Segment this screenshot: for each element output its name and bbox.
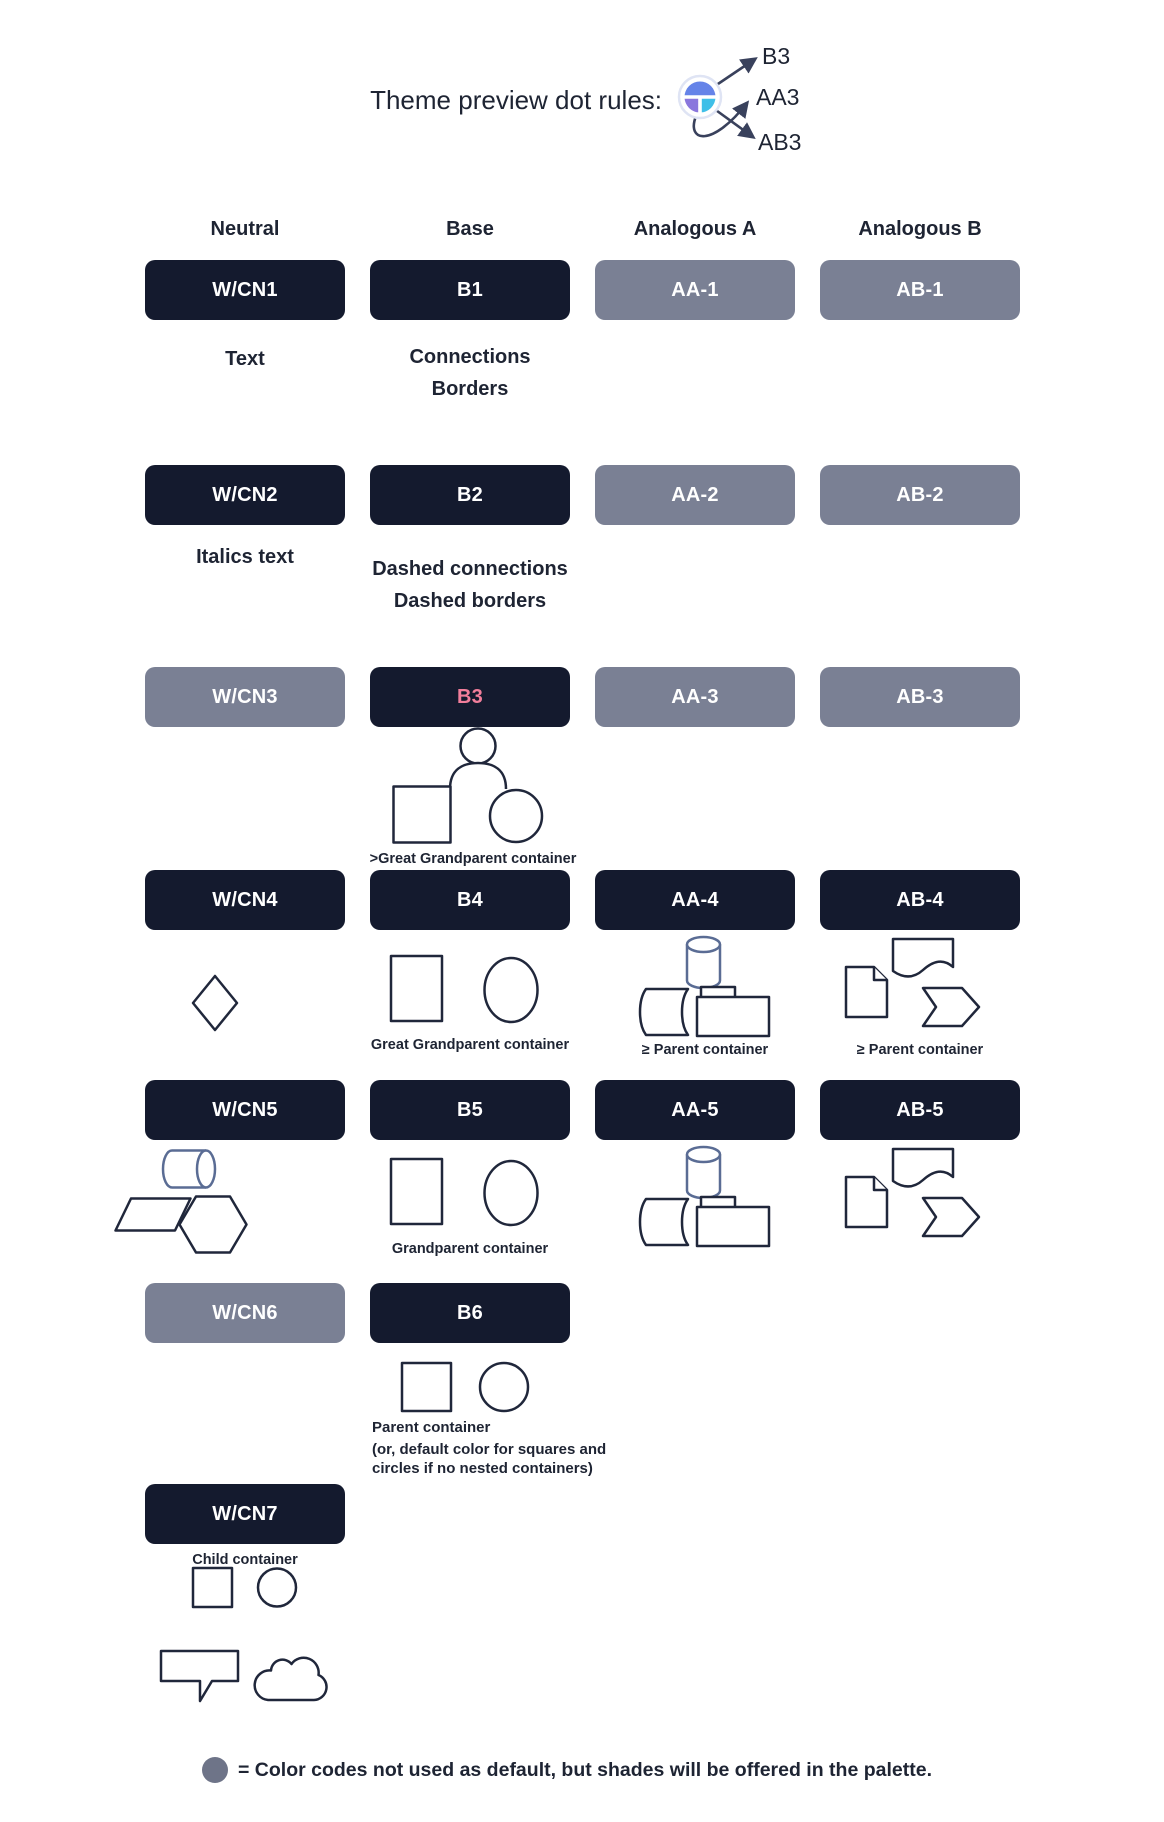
- dot-target-aa3: AA3: [756, 84, 800, 110]
- cylinder-top: [687, 1147, 720, 1162]
- speech-bubble-shape: [161, 1651, 238, 1701]
- annotation-borders: Borders: [431, 378, 509, 400]
- annotation-parent-note-1: (or, default color for squares and: [372, 1441, 607, 1458]
- r7-pair-shape-group: [191, 1566, 301, 1610]
- annotation-italics-text: Italics text: [196, 546, 294, 568]
- ellipse-shape: [485, 1161, 538, 1225]
- chevron-shape: [923, 988, 979, 1026]
- page-title: Theme preview dot rules:: [370, 85, 662, 115]
- swatch-wcn2: W/CN2: [145, 465, 345, 525]
- stored-data-shape: [640, 989, 688, 1035]
- circle-shape: [258, 1569, 296, 1607]
- swatch-aa4: AA-4: [595, 870, 795, 930]
- annotation-parent-note-2: circles if no nested containers): [372, 1460, 593, 1477]
- swatch-ab2: AB-2: [820, 465, 1020, 525]
- column-header-analogous-b: Analogous B: [858, 218, 982, 240]
- column-header-neutral: Neutral: [210, 218, 280, 240]
- circle-shape: [480, 1363, 528, 1411]
- rectangle-shape: [391, 1159, 442, 1224]
- swatch-wcn5: W/CN5: [145, 1080, 345, 1140]
- annotation-child-container: Child container: [192, 1552, 298, 1568]
- diamond-shape: [191, 974, 239, 1032]
- annotation-dashed-connections: Dashed connections: [372, 558, 568, 580]
- folder-shape: [697, 1207, 769, 1246]
- wave-document-shape: [893, 1149, 953, 1187]
- r4-aa-shape-group: [633, 935, 773, 1039]
- swatch-b1: B1: [370, 260, 570, 320]
- circle-shape: [490, 790, 542, 842]
- r5-aa-shape-group: [633, 1145, 773, 1249]
- square-shape: [394, 787, 451, 843]
- r7-misc-shape-group: [158, 1648, 338, 1704]
- swatch-wcn1: W/CN1: [145, 260, 345, 320]
- r5-ab-shape-group: [843, 1146, 983, 1240]
- rectangle-shape: [391, 956, 442, 1021]
- r5-neutral-shape-group: [112, 1148, 252, 1258]
- annotation-parent-aa4: ≥ Parent container: [641, 1042, 769, 1058]
- chevron-shape: [923, 1198, 979, 1236]
- r4-ab-shape-group: [843, 936, 983, 1030]
- column-header-analogous-a: Analogous A: [633, 218, 757, 240]
- cylinder-horizontal-cap: [197, 1151, 215, 1188]
- r5-base-shape-group: [389, 1156, 544, 1228]
- dot-target-ab3: AB3: [758, 129, 802, 155]
- swatch-b6: B6: [370, 1283, 570, 1343]
- swatch-aa5: AA-5: [595, 1080, 795, 1140]
- dot-target-b3: B3: [762, 43, 791, 69]
- swatch-b2: B2: [370, 465, 570, 525]
- annotation-connections: Connections: [409, 346, 531, 368]
- swatch-b5: B5: [370, 1080, 570, 1140]
- annotation-great-grandparent-gt: >Great Grandparent container: [369, 851, 577, 867]
- swatch-ab3: AB-3: [820, 667, 1020, 727]
- stored-data-shape: [640, 1199, 688, 1245]
- r3-shape-group: [390, 727, 550, 849]
- arrow-to-b3: [712, 59, 755, 88]
- ellipse-shape: [485, 958, 538, 1022]
- swatch-aa1: AA-1: [595, 260, 795, 320]
- swatch-aa3: AA-3: [595, 667, 795, 727]
- swatch-ab5: AB-5: [820, 1080, 1020, 1140]
- page-fold: [874, 967, 887, 980]
- column-header-base: Base: [446, 218, 494, 240]
- person-icon: [450, 729, 506, 790]
- swatch-wcn3: W/CN3: [145, 667, 345, 727]
- wave-document-shape: [893, 939, 953, 977]
- swatch-ab1: AB-1: [820, 260, 1020, 320]
- legend-dot: [202, 1757, 228, 1783]
- r6-base-shape-group: [400, 1361, 535, 1415]
- annotation-grandparent: Grandparent container: [391, 1241, 549, 1257]
- annotation-parent-container: Parent container: [372, 1419, 491, 1436]
- swatch-b3: B3: [370, 667, 570, 727]
- annotation-text: Text: [225, 348, 265, 370]
- swatch-wcn6: W/CN6: [145, 1283, 345, 1343]
- cloud-shape: [255, 1658, 327, 1700]
- swatch-aa2: AA-2: [595, 465, 795, 525]
- annotation-parent-ab4: ≥ Parent container: [856, 1042, 984, 1058]
- hexagon-shape: [180, 1197, 247, 1253]
- legend-text: = Color codes not used as default, but shades will be offered in the palette.: [238, 1759, 932, 1781]
- annotation-great-grandparent: Great Grandparent container: [370, 1037, 570, 1053]
- theme-dot: [679, 76, 721, 118]
- square-shape: [193, 1568, 232, 1607]
- annotation-dashed-borders: Dashed borders: [393, 590, 547, 612]
- swatch-ab4: AB-4: [820, 870, 1020, 930]
- r4-base-shape-group: [389, 953, 544, 1025]
- swatch-b4: B4: [370, 870, 570, 930]
- arrow-to-ab3: [713, 108, 753, 137]
- swatch-wcn7: W/CN7: [145, 1484, 345, 1544]
- square-shape: [402, 1363, 451, 1411]
- folder-shape: [697, 997, 769, 1036]
- cylinder-top: [687, 937, 720, 952]
- swatch-wcn4: W/CN4: [145, 870, 345, 930]
